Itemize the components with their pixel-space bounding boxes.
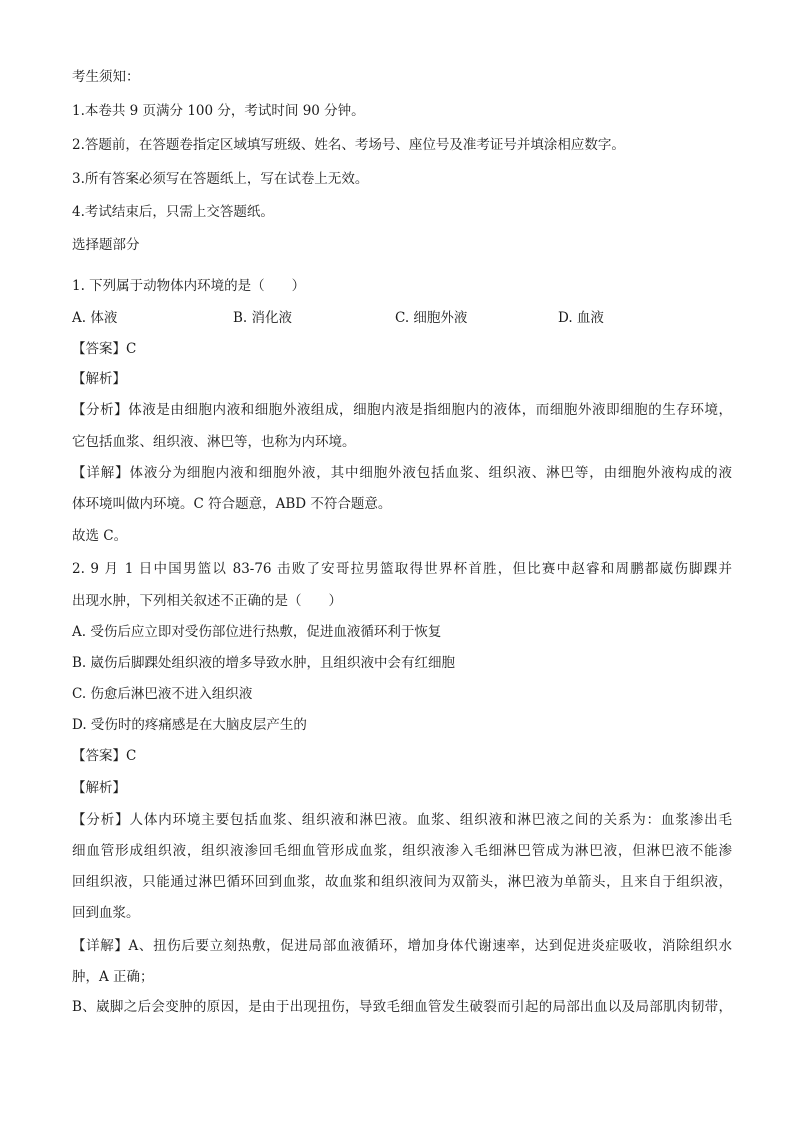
q2-fenxi-line-4: 回到血浆。: [72, 905, 140, 921]
q1-conclusion: 故选 C。: [72, 528, 128, 544]
q1-stem: 1. 下列属于动物体内环境的是（ ）: [72, 278, 306, 294]
q1-answer: 【答案】C: [72, 341, 137, 357]
q1-fenxi-line-1: 【分析】体液是由细胞内液和细胞外液组成，细胞内液是指细胞内的液体，而细胞外液即细胞的生存环境，: [72, 402, 732, 418]
notice-item-3: 3.所有答案必须写在答题纸上，写在试卷上无效。: [72, 171, 369, 187]
section-title: 选择题部分: [72, 237, 140, 253]
q2-option-c: C. 伤愈后淋巴液不进入组织液: [72, 686, 253, 702]
notice-item-4: 4.考试结束后，只需上交答题纸。: [72, 204, 274, 220]
q1-xiangjie-line-1: 【详解】体液分为细胞内液和细胞外液，其中细胞外液包括血浆、组织液、淋巴等，由细胞外液构成的液: [72, 465, 732, 481]
q1-option-a: A. 体液: [72, 310, 118, 326]
q1-option-c: C. 细胞外液: [395, 310, 468, 326]
notice-item-2: 2.答题前，在答题卷指定区域填写班级、姓名、考场号、座位号及准考证号并填涂相应数字。: [72, 137, 625, 153]
q1-option-b: B. 消化液: [233, 310, 293, 326]
q2-fenxi-line-2: 细血管形成组织液，组织液渗回毛细血管形成血浆，组织液渗入毛细淋巴管成为淋巴液，但淋巴液不能渗: [72, 843, 732, 859]
q2-stem-line-2: 出现水肿，下列相关叙述不正确的是（ ）: [72, 593, 342, 609]
notice-item-1: 1.本卷共 9 页满分 100 分，考试时间 90 分钟。: [72, 103, 365, 119]
q2-analysis-label: 【解析】: [72, 780, 126, 796]
q2-option-d: D. 受伤时的疼痛感是在大脑皮层产生的: [72, 717, 307, 733]
notice-title: 考生须知：: [72, 69, 140, 85]
q1-xiangjie-line-2: 体环境叫做内环境。C 符合题意，ABD 不符合题意。: [72, 496, 392, 512]
q1-analysis-label: 【解析】: [72, 371, 126, 387]
q2-xiangjie-line-3: B、崴脚之后会变肿的原因，是由于出现扭伤，导致毛细血管发生破裂而引起的局部出血以及局部肌肉韧带，: [72, 999, 732, 1015]
q1-fenxi-line-2: 它包括血浆、组织液、淋巴等，也称为内环境。: [72, 434, 356, 450]
q2-stem-line-1: 2. 9 月 1 日中国男篮以 83-76 击败了安哥拉男篮取得世界杯首胜，但比赛中赵睿和周鹏都崴伤脚踝并: [72, 561, 732, 577]
q2-fenxi-line-3: 回组织液，只能通过淋巴循环回到血浆，故血浆和组织液间为双箭头，淋巴液为单箭头，且来自于组织液，: [72, 874, 732, 890]
q2-xiangjie-line-2: 肿，A 正确；: [72, 969, 154, 985]
q2-fenxi-line-1: 【分析】人体内环境主要包括血浆、组织液和淋巴液。血浆、组织液和淋巴液之间的关系为：血浆渗出毛: [72, 812, 732, 828]
q2-option-b: B. 崴伤后脚踝处组织液的增多导致水肿，且组织液中会有红细胞: [72, 655, 456, 671]
q2-xiangjie-line-1: 【详解】A、扭伤后要立刻热敷，促进局部血液循环，增加身体代谢速率，达到促进炎症吸收，消除组织水: [72, 938, 732, 954]
q2-option-a: A. 受伤后应立即对受伤部位进行热敷，促进血液循环利于恢复: [72, 624, 442, 640]
q2-answer: 【答案】C: [72, 748, 137, 764]
q1-option-d: D. 血液: [558, 310, 604, 326]
